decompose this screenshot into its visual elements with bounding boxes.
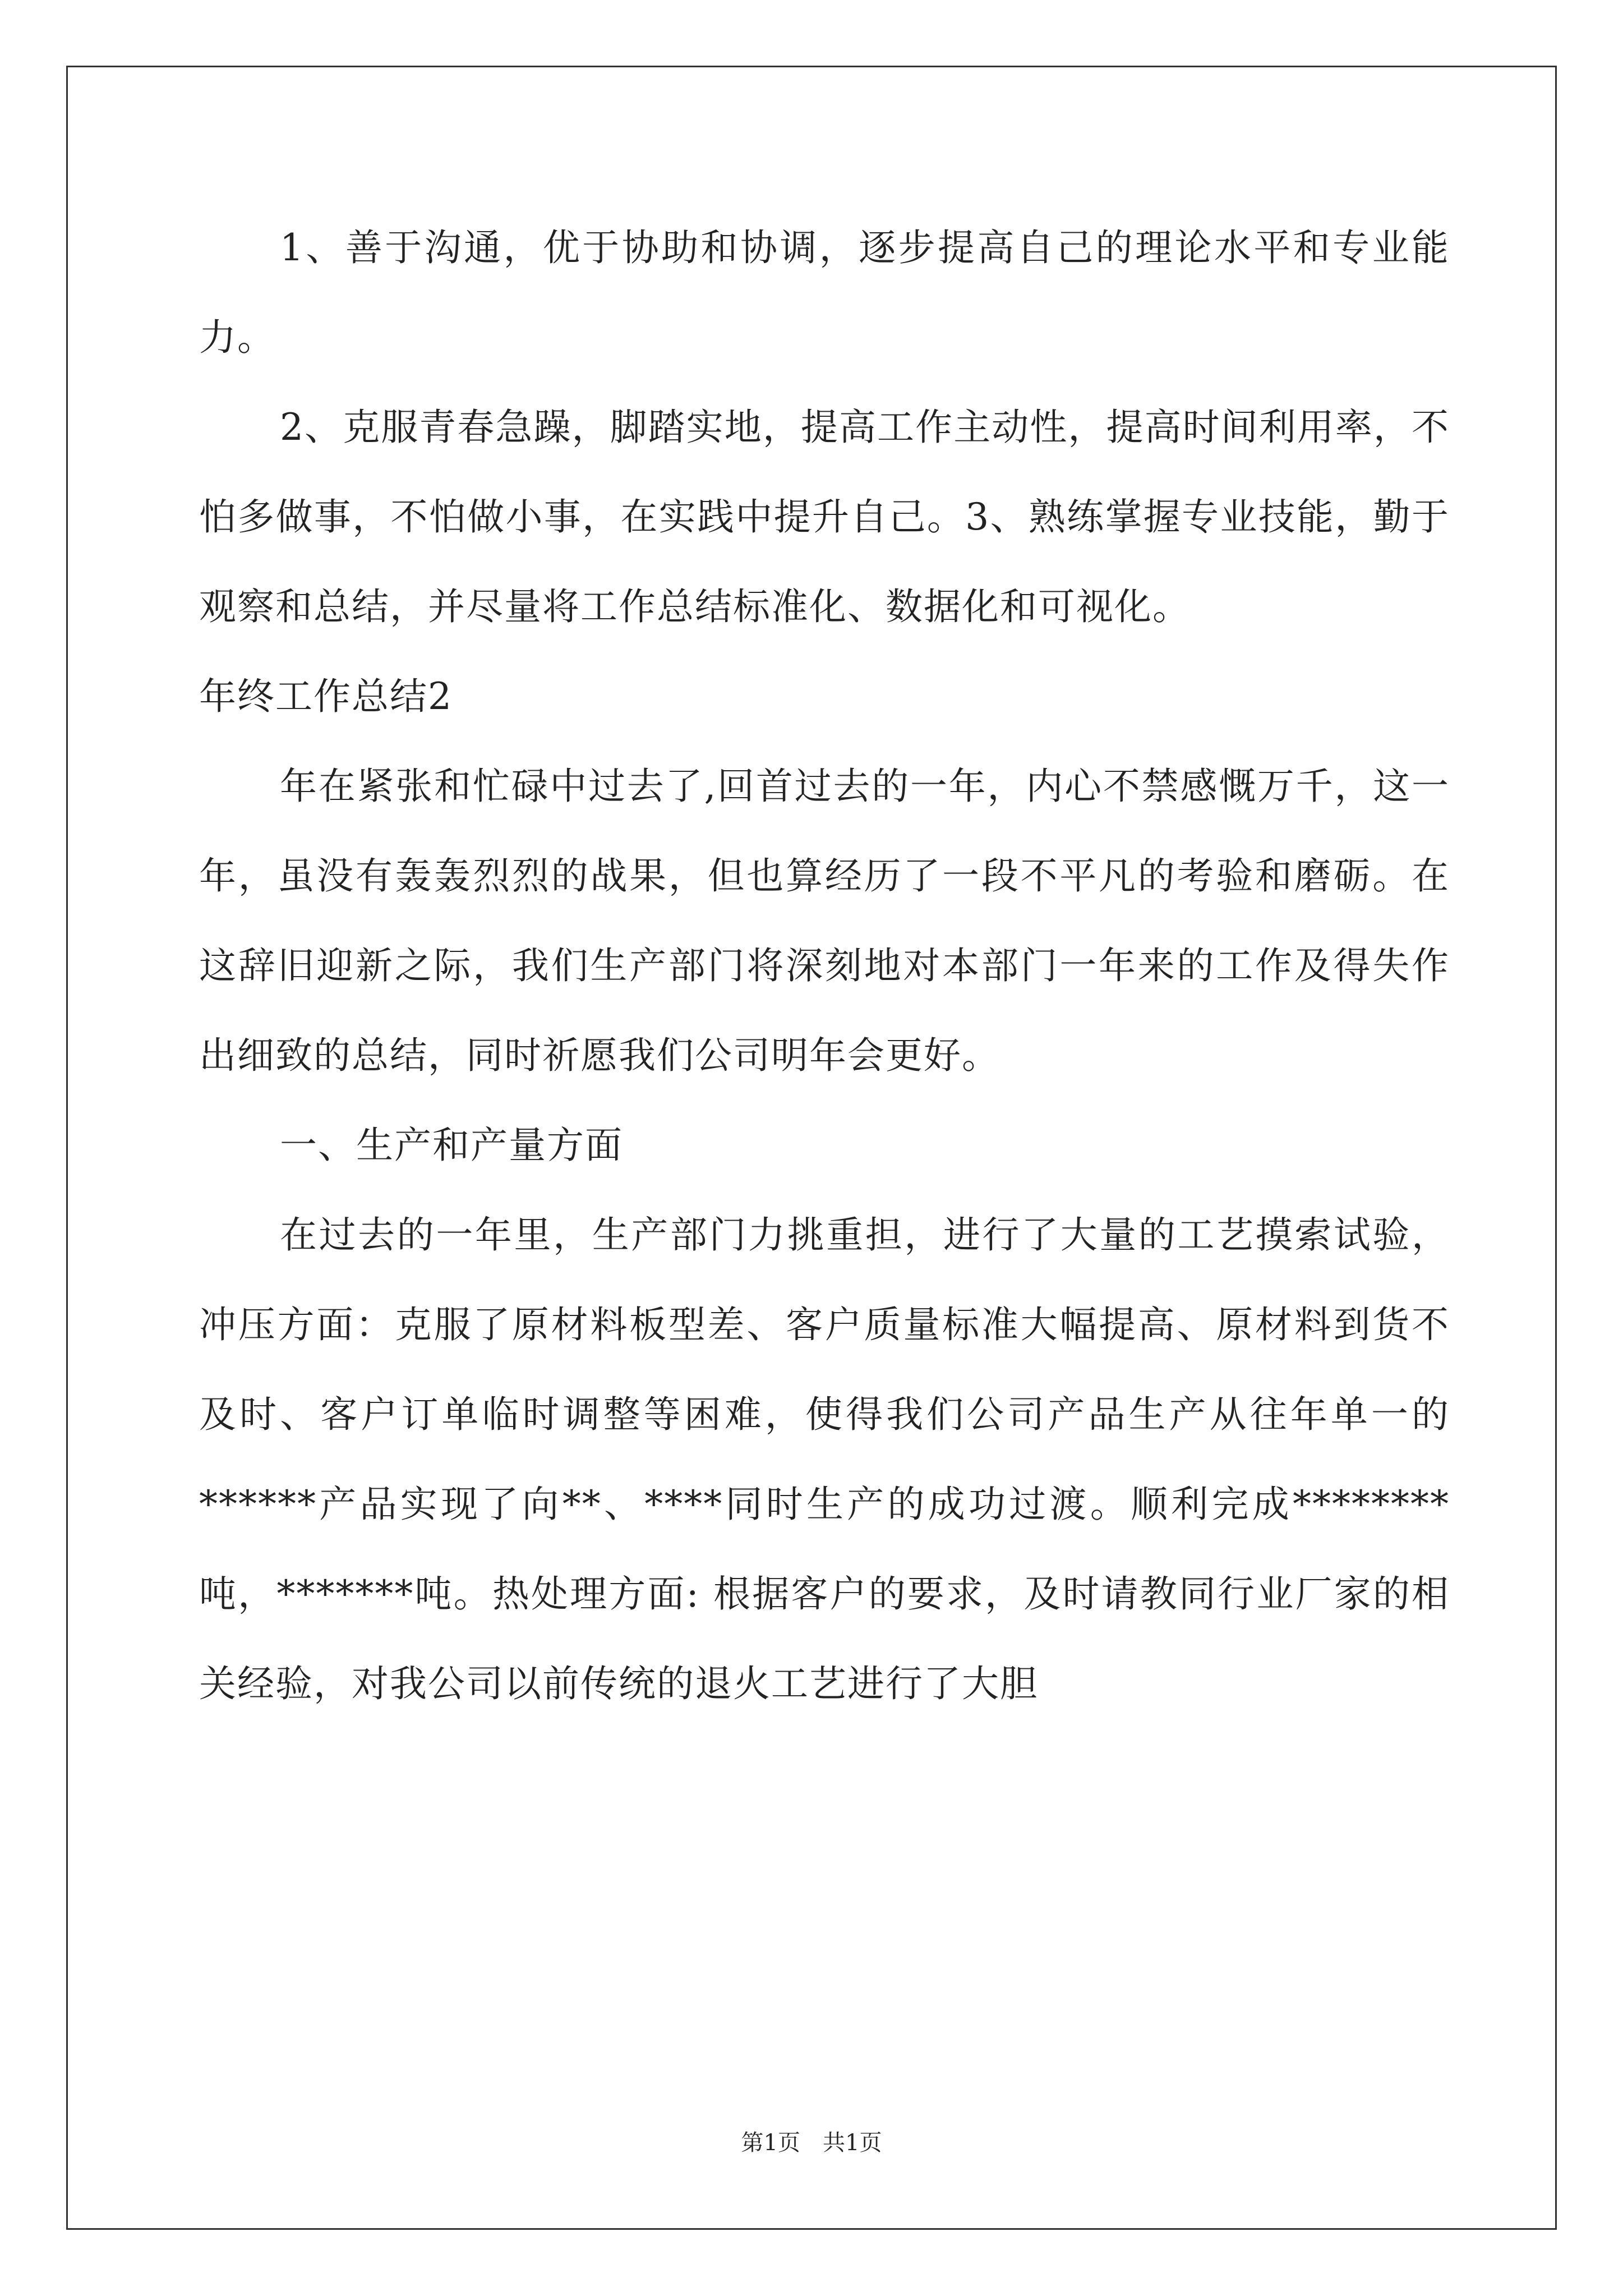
paragraph-intro: 年在紧张和忙碌中过去了,回首过去的一年，内心不禁感慨万千，这一年，虽没有轰轰烈烈的战果，但也算经历了一段不平凡的考验和磨砺。在这辞旧迎新之际，我们生产部门将深刻地对本部门一年来的工作及得失作出细致的总结，同时祈愿我们公司明年会更好。 [199, 765, 1450, 1077]
section-title: 年终工作总结2 [199, 675, 453, 718]
paragraph-production: 在过去的一年里，生产部门力挑重担，进行了大量的工艺摸索试验，冲压方面：克服了原材料板型差、客户质量标准大幅提高、原材料到货不及时、客户订单临时调整等困难，使得我们公司产品生产从往年单一的******产品实现了向**、****同时生产的成功过渡。顺利完成********吨，*******吨。热处理方面: 根据客户的要求，及时请教同行业厂家的相关经验，对我公司以前传统的退火工艺进行了大胆 [199, 1213, 1450, 1705]
paragraph-point-1: 1、善于沟通，优于协助和协调，逐步提高自己的理论水平和专业能力。 [199, 226, 1450, 359]
subsection-heading: 一、生产和产量方面 [280, 1124, 623, 1167]
paragraph-point-2-3: 2、克服青春急躁，脚踏实地，提高工作主动性，提高时间利用率，不怕多做事，不怕做小事，在实践中提升自己。3、熟练掌握专业技能，勤于观察和总结，并尽量将工作总结标准化、数据化和可视化。 [199, 406, 1450, 628]
page-footer: 第1页 共1页 [741, 2130, 882, 2156]
document-body [199, 203, 1450, 1729]
